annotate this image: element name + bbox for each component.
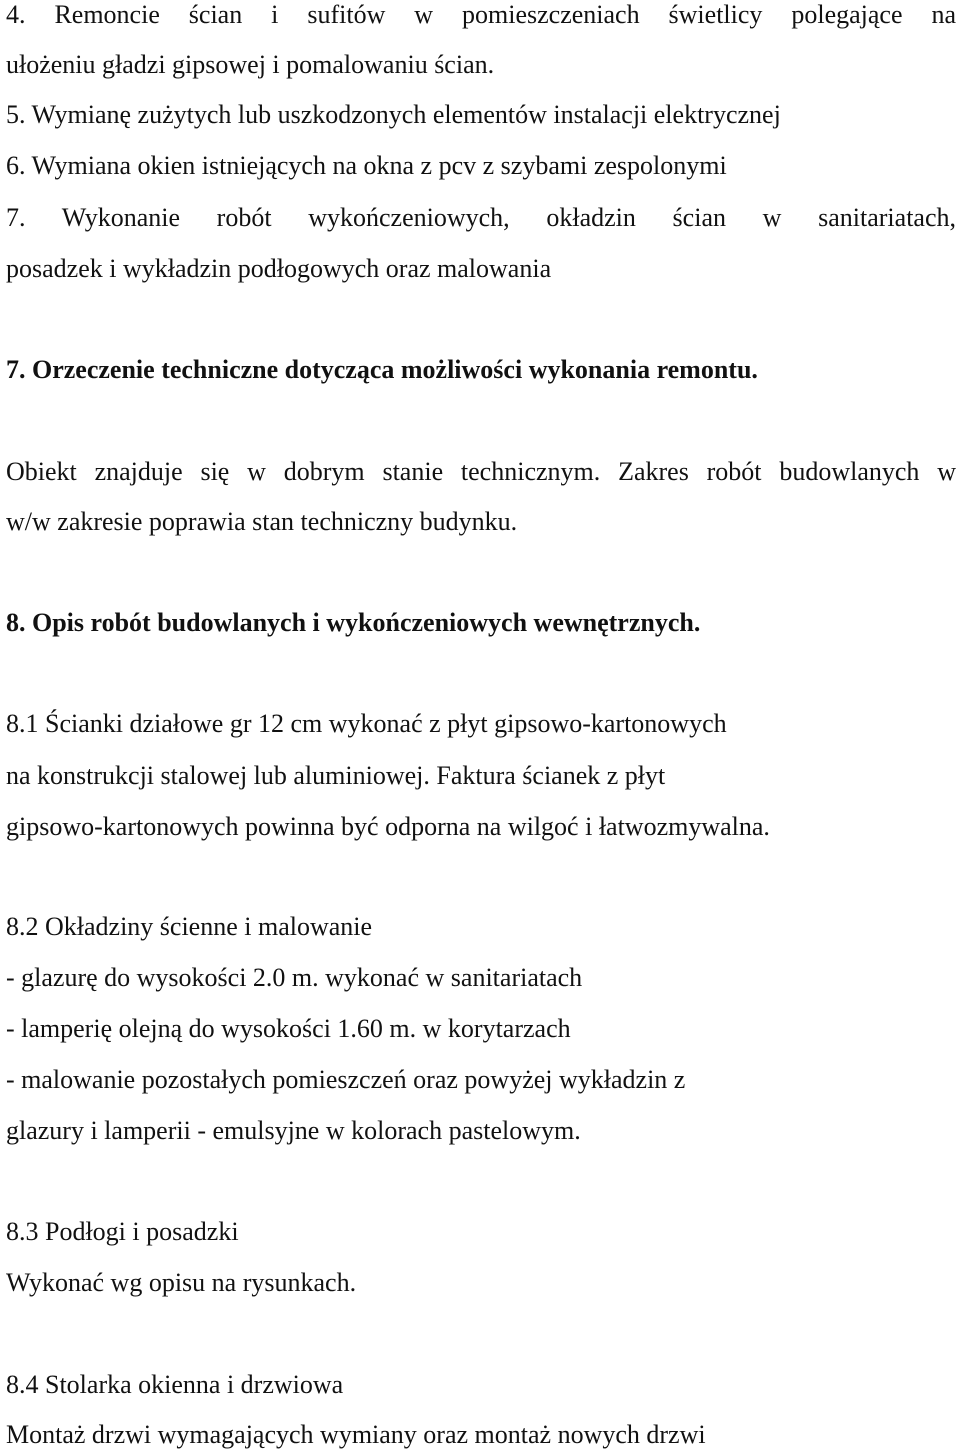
section-7-heading: 7. Orzeczenie techniczne dotycząca możliwości wykonania remontu. <box>6 355 758 384</box>
section-8-2-title: 8.2 Okładziny ścienne i malowanie <box>6 912 373 941</box>
list-item-4-line-2: ułożeniu gładzi gipsowej i pomalowaniu ścian. <box>6 50 495 79</box>
section-8-2-line-1: - glazurę do wysokości 2.0 m. wykonać w sanitariatach <box>6 963 583 992</box>
section-8-1-line-3: gipsowo-kartonowych powinna być odporna na wilgoć i łatwozmywalna. <box>6 812 770 841</box>
section-8-3-title: 8.3 Podłogi i posadzki <box>6 1217 239 1246</box>
section-8-2-line-4: glazury i lamperii - emulsyjne w kolorach pastelowym. <box>6 1116 581 1145</box>
list-item-4-line-1: 4. Remoncie ścian i sufitów w pomieszczeniach świetlicy polegające na <box>6 0 956 29</box>
section-8-2-line-3: - malowanie pozostałych pomieszczeń oraz powyżej wykładzin z <box>6 1065 686 1094</box>
section-8-3-line-1: Wykonać wg opisu na rysunkach. <box>6 1268 357 1297</box>
list-item-7-line-2: posadzek i wykładzin podłogowych oraz malowania <box>6 254 552 283</box>
section-8-2-line-2: - lamperię olejną do wysokości 1.60 m. w korytarzach <box>6 1014 571 1043</box>
section-7-paragraph-line-1: Obiekt znajduje się w dobrym stanie technicznym. Zakres robót budowlanych w <box>6 457 956 486</box>
section-8-1-line-1: 8.1 Ścianki działowe gr 12 cm wykonać z płyt gipsowo-kartonowych <box>6 709 727 738</box>
list-item-7-line-1: 7. Wykonanie robót wykończeniowych, okładzin ścian w sanitariatach, <box>6 203 956 232</box>
list-item-6: 6. Wymiana okien istniejących na okna z pcv z szybami zespolonymi <box>6 151 727 180</box>
section-8-heading: 8. Opis robót budowlanych i wykończeniowych wewnętrznych. <box>6 608 701 637</box>
list-item-5: 5. Wymianę zużytych lub uszkodzonych elementów instalacji elektrycznej <box>6 100 781 129</box>
section-8-4-title: 8.4 Stolarka okienna i drzwiowa <box>6 1370 344 1399</box>
section-7-paragraph-line-2: w/w zakresie poprawia stan techniczny budynku. <box>6 507 518 536</box>
section-8-1-line-2: na konstrukcji stalowej lub aluminiowej. Faktura ścianek z płyt <box>6 761 666 790</box>
section-8-4-line-1: Montaż drzwi wymagających wymiany oraz montaż nowych drzwi <box>6 1420 706 1449</box>
